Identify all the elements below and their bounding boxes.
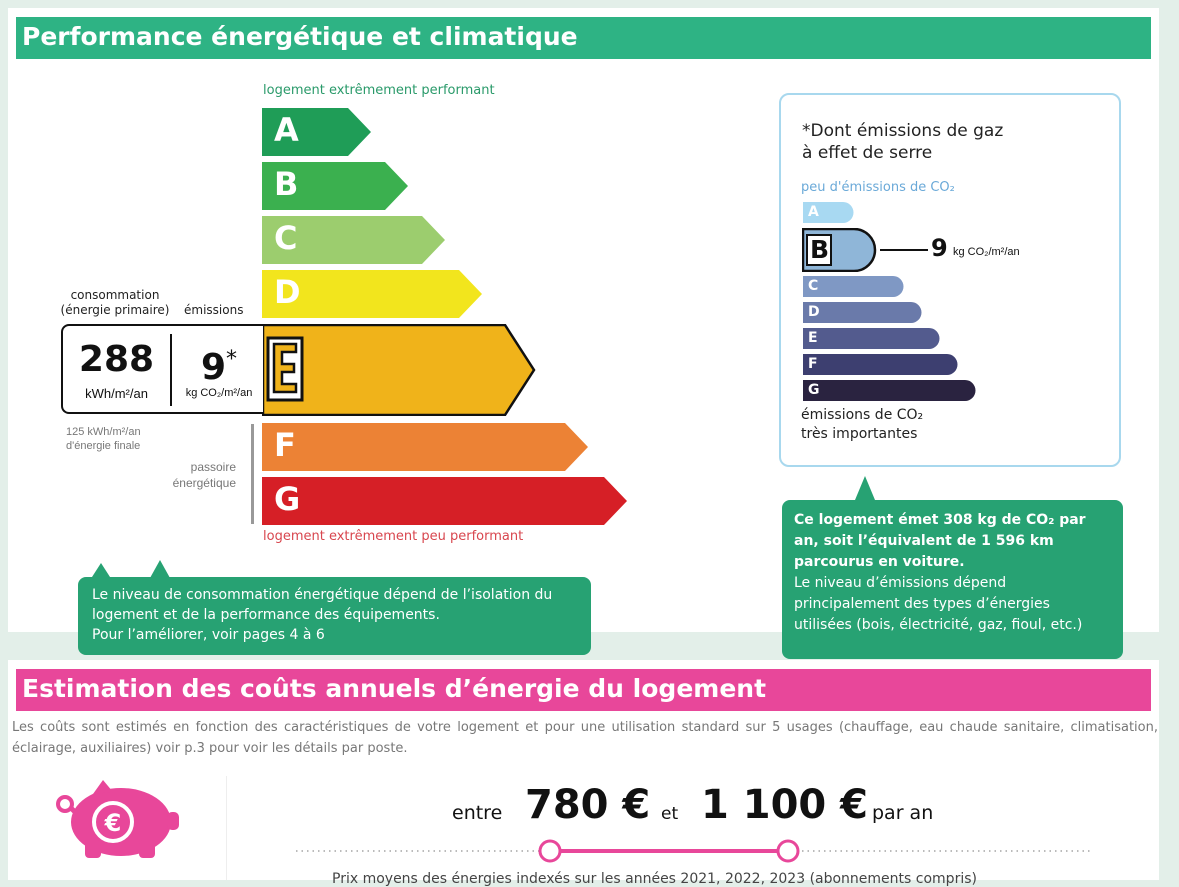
- energy-band-g: [262, 477, 630, 523]
- energy-header: [16, 17, 1151, 59]
- consumption-emissions-box: [61, 324, 263, 414]
- final-energy-note: 125 kWh/m²/an d'énergie finale: [66, 426, 141, 452]
- cost-high: 1 100 €: [701, 782, 869, 828]
- energy-band-d-letter: D: [274, 273, 301, 311]
- ghg-top-caption: peu d'émissions de CO₂: [801, 180, 955, 195]
- energy-band-c: [262, 216, 447, 262]
- consumption-value: 288: [78, 339, 155, 380]
- consumption-info-bubble: [78, 577, 591, 655]
- consumption-info-pointer: [150, 560, 170, 578]
- energy-band-a-letter: A: [274, 111, 299, 149]
- ghg-band-f-letter: F: [808, 356, 818, 372]
- energy-top-caption: logement extrêmement performant: [263, 83, 495, 98]
- box-divider: [170, 334, 172, 406]
- energy-band-f: [262, 423, 592, 469]
- cost-footnote: Prix moyens des énergies indexés sur les années 2021, 2022, 2023 (abonnements compris): [332, 871, 977, 887]
- ghg-band-e: [803, 328, 941, 349]
- emissions-info-pointer: [855, 476, 875, 500]
- energy-bottom-caption: logement extrêmement peu performant: [263, 529, 524, 544]
- emissions-value-wrap: [175, 340, 263, 388]
- ghg-band-d: [803, 302, 923, 323]
- ghg-band-b-letter: B: [810, 235, 830, 264]
- ghg-band-e-letter: E: [808, 330, 818, 346]
- costs-divider: [226, 776, 227, 880]
- emissions-info-bold: Ce logement émet 308 kg de CO₂ par an, soit l’équivalent de 1 596 km parcourus en voiture.: [794, 512, 1086, 570]
- piggy-bank-euro-icon: [55, 778, 180, 860]
- ghg-title: *Dont émissions de gaz à effet de serre: [802, 121, 1004, 163]
- ghg-band-b-current: [802, 228, 880, 272]
- energy-header-title: Performance énergétique et climatique: [22, 22, 578, 51]
- ghg-band-d-letter: D: [808, 304, 820, 320]
- ghg-band-g-letter: G: [808, 382, 820, 398]
- passoire-bracket: [251, 424, 254, 524]
- ghg-band-c: [803, 276, 905, 297]
- costs-description: Les coûts sont estimés en fonction des caractéristiques de votre logement et pour une utilisation standard sur 5 usages (chauffage, eau chaude sanitaire, climatisation, éclairage, auxiliaires) voir p.3 pour voir les détails par poste.: [12, 720, 1158, 756]
- energy-band-b: [262, 162, 412, 208]
- emissions-label: émissions: [184, 303, 244, 317]
- ghg-unit: kg CO₂/m²/an: [953, 246, 1020, 258]
- ghg-band-a: [803, 202, 855, 223]
- energy-band-f-letter: F: [274, 426, 296, 464]
- cost-and: et: [661, 804, 679, 824]
- energy-band-c-letter: C: [274, 219, 298, 257]
- ghg-bottom-caption: émissions de CO₂ très importantes: [801, 407, 924, 442]
- energy-band-e-current: [262, 324, 537, 416]
- emissions-info-text: Le niveau d’émissions dépend principalement des types d’énergies utilisées (bois, électricité, gaz, fioul, etc.): [794, 575, 1083, 633]
- costs-header-title: Estimation des coûts annuels d’énergie du logement: [22, 674, 767, 703]
- passoire-label: passoire énergétique: [172, 460, 236, 490]
- ghg-band-a-letter: A: [808, 204, 819, 220]
- cost-between: entre: [452, 802, 503, 824]
- emissions-unit: kg CO₂/m²/an: [185, 387, 253, 399]
- consumption-info-text: Le niveau de consommation énergétique dépend de l’isolation du logement et de la performance des équipements. Pour l’améliorer, voir pages 4 à 6: [92, 587, 553, 643]
- consumption-unit: kWh/m²/an: [85, 386, 148, 401]
- ghg-pointer-line: [880, 249, 928, 251]
- emissions-info-bubble: [782, 500, 1123, 659]
- energy-band-a: [262, 108, 372, 154]
- energy-band-d: [262, 270, 484, 316]
- consumption-label: consommation (énergie primaire): [60, 288, 170, 317]
- svg-text:€: €: [104, 809, 122, 837]
- ghg-band-c-letter: C: [808, 278, 819, 294]
- emissions-star: *: [226, 347, 238, 372]
- emissions-value: 9: [200, 347, 227, 388]
- cost-per-year: par an: [872, 802, 934, 824]
- cost-low: 780 €: [525, 782, 651, 828]
- cost-range-bar: [296, 838, 1092, 864]
- ghg-band-g: [803, 380, 977, 401]
- ghg-value: 9: [931, 234, 948, 262]
- ghg-band-f: [803, 354, 959, 375]
- energy-band-b-letter: B: [274, 165, 299, 203]
- energy-band-g-letter: G: [274, 480, 301, 518]
- costs-header: [16, 669, 1151, 711]
